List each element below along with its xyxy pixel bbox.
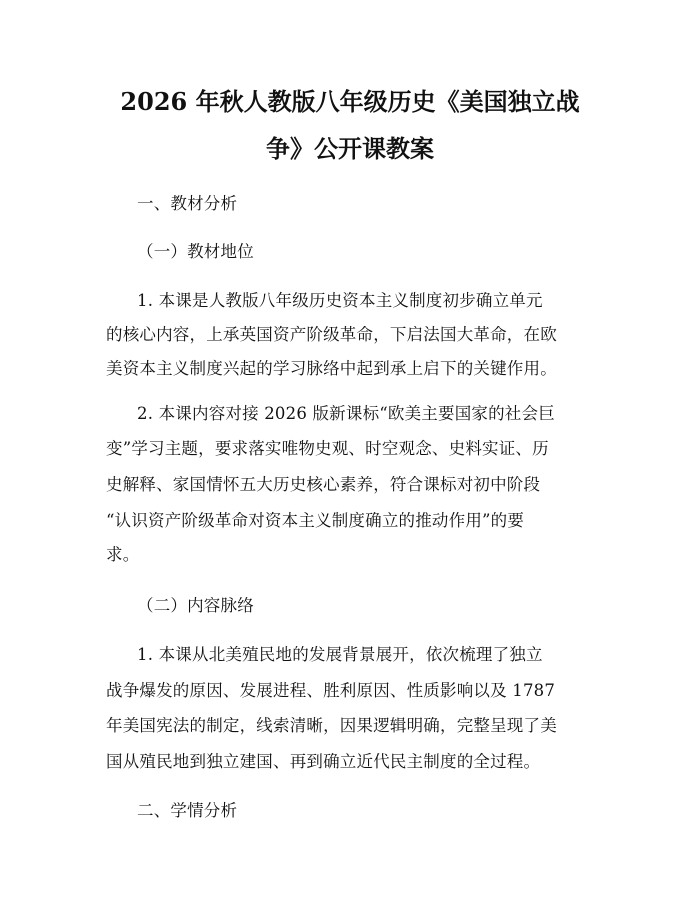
paragraph-3-line-2: 战争爆发的原因、发展进程、胜利原因、性质影响以及 1787 (106, 681, 556, 700)
paragraph-1-line-2: 的核心内容，上承英国资产阶级革命，下启法国大革命，在欧 (106, 325, 557, 344)
document-title-line-1: 2026 年秋人教版八年级历史《美国独立战 (120, 87, 580, 116)
paragraph-2-line-4: “认识资产阶级革命对资本主义制度确立的推动作用”的要 (106, 511, 525, 530)
paragraph-2-line-1: 2. 本课内容对接 2026 版新课标“欧美主要国家的社会巨 (137, 404, 555, 423)
paragraph-1-line-1: 1. 本课是人教版八年级历史资本主义制度初步确立单元 (137, 291, 543, 310)
paragraph-2-line-2: 变”学习主题，要求落实唯物史观、时空观念、史料实证、历 (106, 439, 549, 458)
paragraph-3-line-3: 年美国宪法的制定，线索清晰，因果逻辑明确，完整呈现了美 (106, 716, 557, 735)
section-heading-learner-analysis: 二、学情分析 (137, 801, 238, 820)
paragraph-2-line-5: 求。 (106, 545, 140, 564)
paragraph-2-line-3: 史解释、家国情怀五大历史核心素养，符合课标对初中阶段 (106, 475, 541, 494)
paragraph-3-line-1: 1. 本课从北美殖民地的发展背景展开，依次梳理了独立 (137, 645, 543, 664)
document-title-line-2: 争》公开课教案 (266, 134, 434, 163)
subsection-heading-textbook-position: （一）教材地位 (137, 242, 254, 261)
paragraph-3-line-4: 国从殖民地到独立建国、再到确立近代民主制度的全过程。 (106, 752, 541, 771)
paragraph-1-line-3: 美资本主义制度兴起的学习脉络中起到承上启下的关键作用。 (106, 359, 557, 378)
section-heading-textbook-analysis: 一、教材分析 (137, 194, 238, 213)
subsection-heading-content-structure: （二）内容脉络 (137, 596, 254, 615)
